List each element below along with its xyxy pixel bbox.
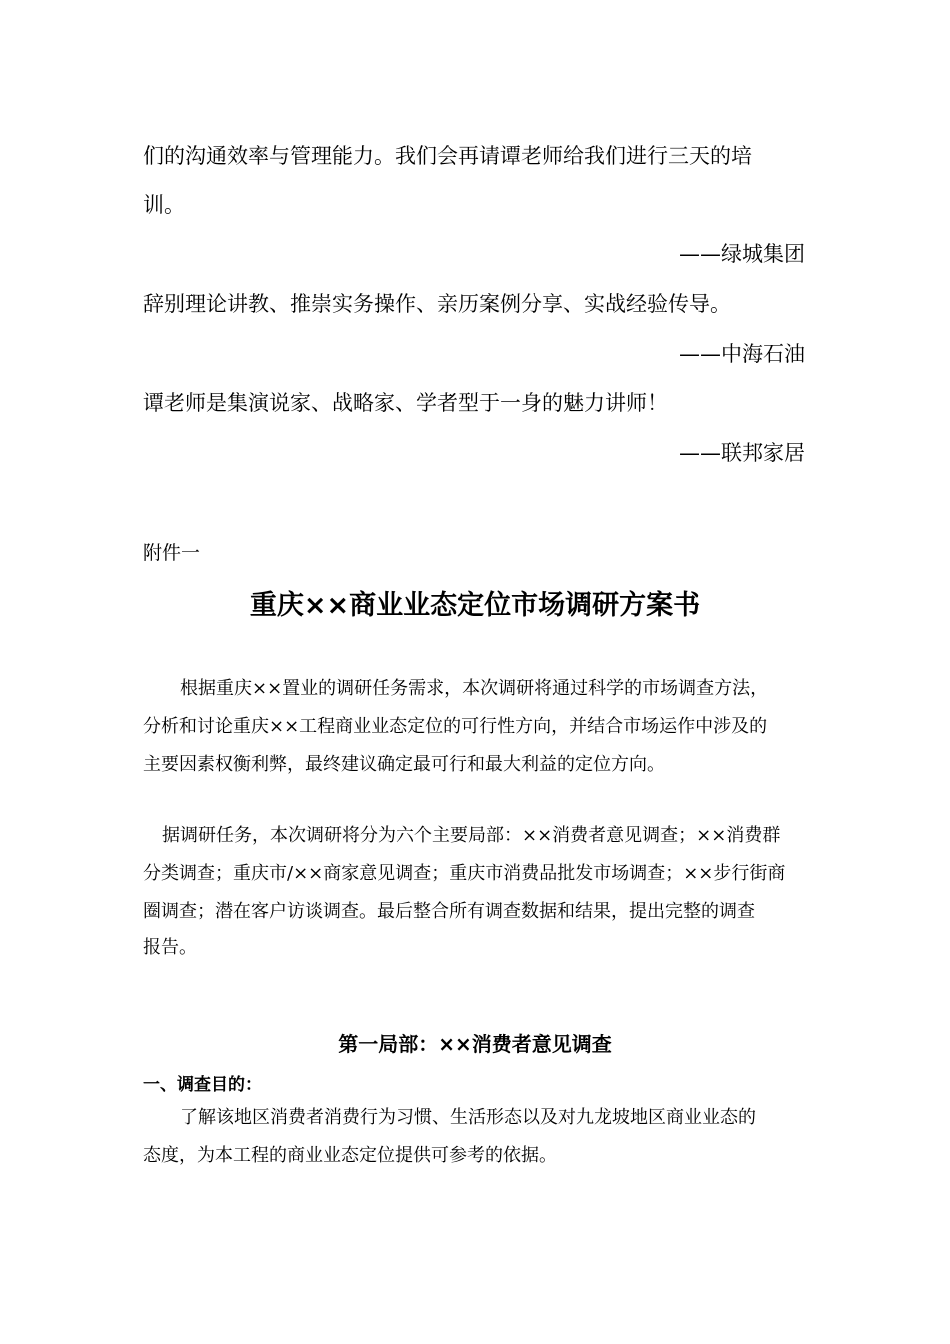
document-title: 重庆××商业业态定位市场调研方案书 [249, 590, 701, 621]
testimonial-2-line-1: 辞别理论讲教、推崇实务操作、亲历案例分享、实战经验传导。 [143, 292, 731, 316]
testimonial-2-source: ——中海石油 [679, 342, 805, 366]
section-title: 第一局部：××消费者意见调查 [338, 1032, 612, 1056]
section-body-line-1: 了解该地区消费者消费行为习惯、生活形态以及对九龙坡地区商业业态的 [180, 1107, 756, 1128]
section-subheading: 一、调查目的： [143, 1075, 262, 1095]
scope-paragraph-line-2: 分类调查；重庆市/××商家意见调查；重庆市消费品批发市场调查；××步行街商 [143, 863, 786, 884]
intro-paragraph-line-2: 分析和讨论重庆××工程商业业态定位的可行性方向，并结合市场运作中涉及的 [143, 716, 768, 737]
appendix-label: 附件一 [143, 542, 201, 564]
testimonial-1-source: ——绿城集团 [679, 242, 805, 266]
section-body-line-2: 态度，为本工程的商业业态定位提供可参考的依据。 [143, 1145, 557, 1166]
testimonial-3-line-1: 谭老师是集演说家、战略家、学者型于一身的魅力讲师！ [143, 391, 668, 415]
testimonial-3-source: ——联邦家居 [679, 441, 805, 465]
testimonial-1-line-2: 训。 [143, 193, 185, 217]
intro-paragraph-line-3: 主要因素权衡利弊，最终建议确定最可行和最大利益的定位方向。 [143, 754, 665, 775]
testimonial-1-line-1: 们的沟通效率与管理能力。我们会再请谭老师给我们进行三天的培 [143, 144, 752, 168]
intro-paragraph-line-1: 根据重庆××置业的调研任务需求，本次调研将通过科学的市场调查方法， [180, 678, 769, 699]
scope-paragraph-line-3: 圈调查；潜在客户访谈调查。最后整合所有调查数据和结果，提出完整的调查 [143, 901, 755, 922]
scope-paragraph-line-1: 据调研任务，本次调研将分为六个主要局部：××消费者意见调查；××消费群 [162, 825, 781, 846]
scope-paragraph-line-4: 报告。 [143, 937, 197, 958]
